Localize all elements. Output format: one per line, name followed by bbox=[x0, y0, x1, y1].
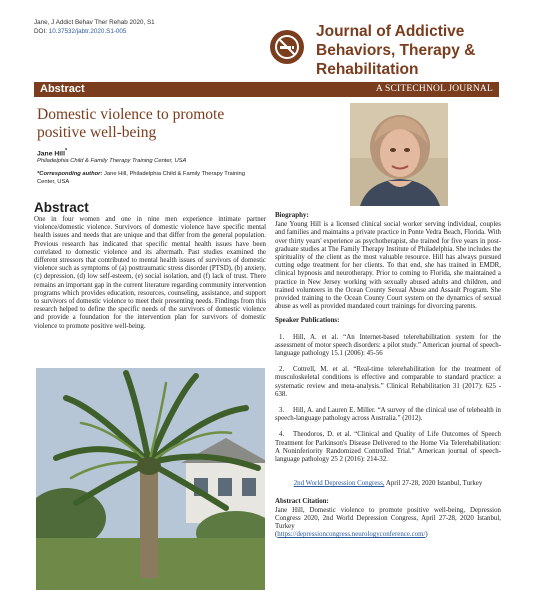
author-portrait-graphic bbox=[350, 103, 448, 206]
publication-item: 3. Hill, A. and Lauren E. Miller. “A survey of the clinical use of telehealth in speech-language pathology across Australia.” (2012). bbox=[275, 407, 501, 423]
congress-line: 2nd World Depression Congress, April 27-28, 2020 Istanbul, Turkey bbox=[293, 480, 483, 488]
no-smoking-icon bbox=[270, 30, 304, 64]
section-banner bbox=[34, 82, 499, 97]
article-title: Domestic violence to promote positive well-being bbox=[37, 106, 225, 141]
doi-line: DOI: 10.37532/jabtr.2020.S1-005 bbox=[34, 27, 127, 35]
publisher-label: A SCITECHNOL JOURNAL bbox=[375, 84, 493, 94]
publication-item: 2. Cottrell, M. et al. “Real-time telerehabilitation for the treatment of musculoskeletal conditions is effective and comparable to standard practice: a systematic review and meta-analysis.” Clinical Rehabilitation 31 (2017): 625 - 638. bbox=[275, 366, 501, 398]
biography-heading: Biography: bbox=[275, 211, 309, 219]
author-name: Jane Hill* bbox=[37, 148, 68, 158]
citation-heading: Abstract Citation: bbox=[275, 498, 329, 506]
publication-item: 1. Hill, A. et al. “An Internet-based telerehabilitation system for the assessment of motor speech disorders: a pilot study.” American journal of speech-language pathology 15.1 (2006): 45-56 bbox=[275, 333, 501, 358]
palm-tree-graphic bbox=[36, 368, 265, 590]
right-column bbox=[275, 211, 501, 540]
abstract-heading: Abstract bbox=[34, 200, 89, 215]
citation-text: Jane Hill, Domestic violence to promote positive well-being, Depression Congress 2020, 2nd World Depression Congress, April 27-28, 2020 Istanbul, Turkey (https://depressioncongress.neurologyconference.com/) bbox=[275, 506, 501, 539]
citation-line: Jane, J Addict Behav Ther Rehab 2020, S1 bbox=[34, 19, 155, 26]
congress-link[interactable]: 2nd World Depression Congress, bbox=[293, 480, 385, 488]
article-meta bbox=[34, 19, 155, 36]
publication-item: 4. Theodoros, D. et al. “Clinical and Quality of Life Outcomes of Speech Treatment for Parkinson's Disease Delivered to the Home Via Telerehabilitation: A Noninferiority Randomized Controlled Trial.” American journal of speech-language pathology 25 2 (2016): 214-32. bbox=[275, 431, 501, 464]
author-photo bbox=[350, 103, 448, 206]
abstract-text: One in four women and one in nine men experience intimate partner violence/domestic violence. Survivors of domestic violence have specific mental health issues and needs that are unique and that differ from the general population. Previous research has indicated that specific mental health issues have been correlated to domestic violence and its aftermath. Past studies examined the different stressors that contributed to mental health issues of survivors of domestic violence such as symptoms of (a) posttraumatic stress disorder (PTSD), (b) anxiety, (c) depression, (d) low self-esteem, (e) social isolation, and (f) lack of trust. There remains an important gap in the current literature regarding community intervention programs which provides education, resources, counseling, assistance, and support to survivors of domestic violence to meet their presenting needs. Findings from this research helped to define the specific needs of the survivors of domestic violence and provide a foundation for the intervention plan for survivors of domestic violence to promote positive well-being. bbox=[34, 216, 266, 330]
author-affiliation: Philadelphia Child & Family Therapy Training Center, USA bbox=[37, 158, 187, 164]
banner-label: Abstract bbox=[40, 83, 85, 95]
publications-heading: Speaker Publications: bbox=[275, 317, 340, 325]
palm-tree-photo bbox=[36, 368, 265, 590]
conference-url-link[interactable]: https://depressioncongress.neurologyconference.com/ bbox=[277, 531, 426, 539]
corresponding-author: *Corresponding author: Jane Hill, Philadelphia Child & Family Therapy Training Center, USA bbox=[37, 171, 246, 185]
journal-logo-graphic bbox=[270, 30, 304, 64]
journal-name: Journal of Addictive Behaviors, Therapy & Rehabilitation bbox=[316, 23, 476, 78]
biography-text: Jane Young Hill is a licensed clinical social worker serving individual, couples and families and maintains a private practice in Ponte Vedra Beach, Florida. With over thirty years' experience as psychotherapist, she trained for five years in post-graduate studies at The Family Therapy Institute of Philadelphia. She includes the spirituality of the client as the most valuable resource. Hill has always pursued cutting edge treatment for her clients. To that end, she has trained in EMDR, clinical hypnosis and neurotherapy. Prior to coming to Florida, she maintained a practice in New Jersey working with sexually abused adults and children, and trained volunteers in the Ocean County Sexual Abuse and Assault Program. She provided training to the Ocean County Court system on the dynamics of sexual abuse as well as provided mandated court trainings for divorcing parents. bbox=[275, 221, 501, 311]
doi-link[interactable]: 10.37532/jabtr.2020.S1-005 bbox=[48, 27, 127, 35]
